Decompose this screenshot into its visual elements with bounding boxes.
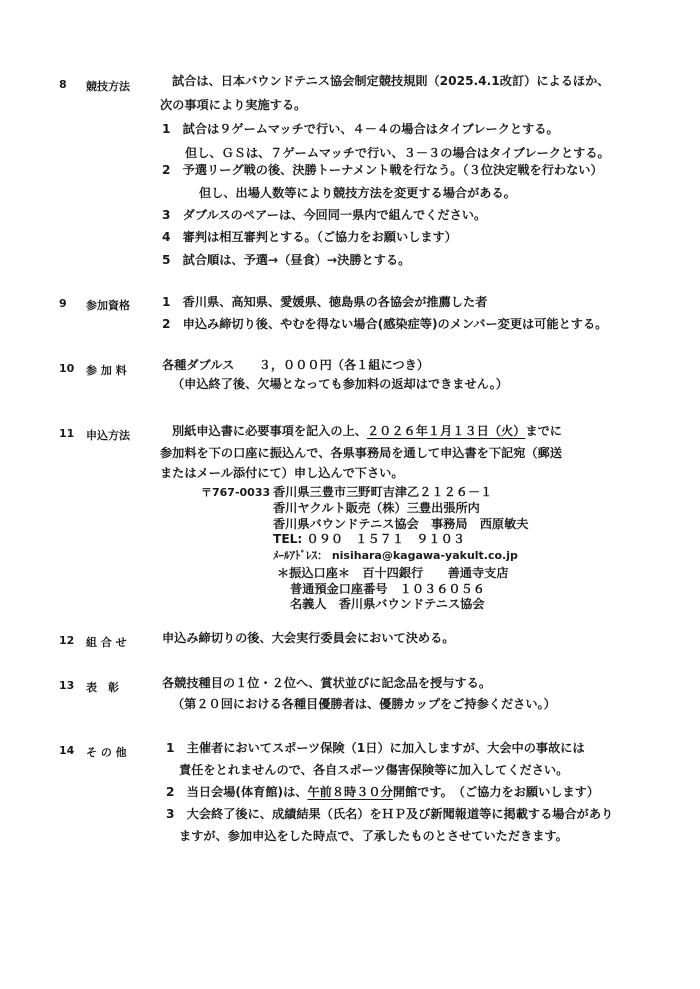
section-number: 9 [59, 297, 67, 310]
fee-line: 各種ダブルス ３，０００円（各１組につき） [162, 358, 430, 372]
text-segment: 開館です。 （ご協力をお願いします） [392, 785, 600, 799]
text-line: （第２０回における各種目優勝者は、優勝カップをご持参ください。） [172, 697, 556, 711]
section-heading: 組 合 せ [86, 636, 127, 649]
bank-line: 名義人 香川県バウンドテニス協会 [290, 597, 485, 611]
text-line: 但し、出場人数等により競技方法を変更する場合がある。 [199, 186, 516, 200]
list-item: 5 試合順は、予選→（昼食）→決勝とする。 [162, 253, 411, 267]
list-item: 1 香川県、高知県、愛媛県、徳島県の各協会が推薦した者 [162, 295, 488, 309]
list-item [166, 786, 599, 798]
phone-line: TEL: ０９０ １５７１ ９１０３ [273, 532, 465, 546]
text-segment: 2 当日会場(体育館)は、 [166, 785, 308, 799]
section-number: 14 [59, 744, 75, 757]
text-line: 試合は、日本バウンドテニス協会制定競技規則（2025.4.1改訂）によるほか、 [172, 74, 610, 88]
text-segment: までに [525, 424, 562, 438]
section-number: 13 [59, 679, 75, 692]
section-heading: 申込方法 [86, 429, 130, 442]
address-line: 香川県バウンドテニス協会 事務局 西原敏夫 [273, 517, 529, 531]
list-item: 1 試合は９ゲームマッチで行い、４－４の場合はタイブレークとする。 [162, 122, 559, 136]
list-item: 3 大会終了後に、成績結果（氏名）をＨＰ及び新聞報道等に掲載する場合があり [166, 807, 614, 821]
text-line [172, 425, 562, 437]
text-line: 次の事項により実施する。 [160, 98, 307, 112]
text-line: 参加料を下の口座に振込んで、各県事務局を通して申込書を下記宛（郵送 [160, 446, 562, 460]
section-heading: 表 彰 [86, 681, 119, 694]
deadline-date: ２０２６年１月１３日（火） [367, 424, 526, 438]
section-number: 10 [59, 362, 75, 375]
section-heading: 参 加 料 [86, 364, 127, 377]
list-item: 1 主催者においてスポーツ保険（1日）に加入しますが、大会中の事故には [166, 741, 585, 755]
section-number: 8 [59, 78, 67, 91]
text-line: （申込終了後、欠場となっても参加料の返却はできません。） [172, 377, 508, 391]
text-segment: 別紙申込書に必要事項を記入の上、 [172, 424, 367, 438]
text-line: 責任をとれませんので、各自スポーツ傷害保険等に加入してください。 [179, 763, 569, 777]
section-number: 12 [59, 634, 75, 647]
address-line: 香川県三豊市三野町吉津乙２１２６－１ [273, 485, 493, 499]
text-line: 但し、ＧＳは、７ゲームマッチで行い、３－３の場合はタイブレークとする。 [185, 146, 610, 160]
text-line: 各競技種目の１位・２位へ、賞状並びに記念品を授与する。 [162, 676, 492, 690]
opening-time: 午前８時３０分 [307, 785, 393, 799]
section-heading: 競技方法 [86, 80, 130, 93]
postal-code: 〒767-0033 [201, 486, 271, 499]
text-line: 申込み締切りの後、大会実行委員会において決める。 [162, 631, 455, 645]
section-heading: そ の 他 [86, 746, 127, 759]
section-number: 11 [59, 427, 75, 440]
bank-line: ＊振込口座＊ 百十四銀行 善通寺支店 [277, 566, 509, 580]
list-item: 4 審判は相互審判とする。（ご協力をお願いします） [162, 230, 457, 244]
list-item: 2 予選リーグ戦の後、決勝トーナメント戦を行なう。（３位決定戦を行わない） [162, 163, 603, 177]
text-line: またはメール添付にて）申し込んで下さい。 [160, 466, 404, 480]
list-item: 2 申込み締切り後、やむを得ない場合(感染症等)のメンバー変更は可能とする。 [162, 317, 608, 331]
list-item: 3 ダブルスのペアーは、今回同一県内で組んでください。 [162, 208, 487, 222]
section-heading: 参加資格 [86, 299, 130, 312]
bank-line: 普通預金口座番号 １０３６０５６ [290, 582, 485, 596]
email-line: ﾒｰﾙｱﾄﾞﾚｽ： nisihara@kagawa-yakult.co.jp [273, 549, 518, 562]
text-line: ますが、参加申込をした時点で、了承したものとさせていただきます。 [179, 829, 568, 843]
address-line: 香川ヤクルト販売（株）三豊出張所内 [273, 501, 480, 515]
